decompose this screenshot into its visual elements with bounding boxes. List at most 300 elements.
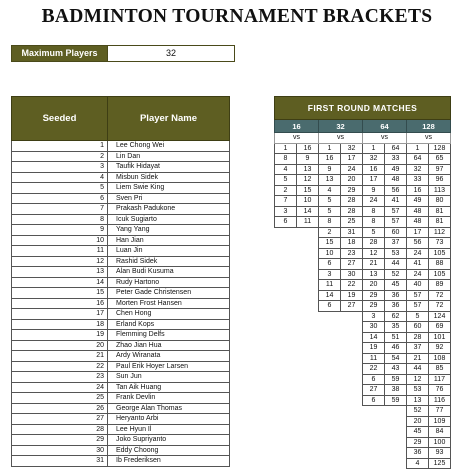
empty-cell	[363, 437, 385, 448]
player-name[interactable]: Taufik Hidayat	[108, 162, 230, 173]
match-seed: 3	[275, 206, 297, 217]
empty-cell	[319, 416, 341, 427]
empty-cell	[275, 227, 297, 238]
seed-number[interactable]: 14	[12, 277, 108, 288]
match-seed: 22	[341, 280, 363, 291]
match-seed: 27	[363, 385, 385, 396]
player-name[interactable]: Prakash Padukone	[108, 204, 230, 215]
empty-cell	[297, 301, 319, 312]
match-seed: 9	[297, 154, 319, 165]
match-seed: 20	[341, 175, 363, 186]
empty-cell	[319, 427, 341, 438]
match-seed: 48	[407, 206, 429, 217]
empty-cell	[319, 364, 341, 375]
player-name[interactable]: Sun Jun	[108, 372, 230, 383]
player-name[interactable]: Alan Budi Kusuma	[108, 267, 230, 278]
match-seed: 109	[429, 416, 451, 427]
seed-number[interactable]: 29	[12, 435, 108, 446]
table-row	[12, 246, 230, 257]
match-seed: 32	[407, 164, 429, 175]
table-row	[12, 214, 230, 225]
player-name[interactable]: Flemming Delfs	[108, 330, 230, 341]
player-name[interactable]: Joko Supriyanto	[108, 435, 230, 446]
match-row	[275, 374, 451, 385]
empty-cell	[297, 364, 319, 375]
match-seed: 72	[429, 290, 451, 301]
empty-cell	[275, 311, 297, 322]
match-seed: 9	[319, 164, 341, 175]
table-row	[12, 340, 230, 351]
table-row	[12, 309, 230, 320]
match-seed: 7	[275, 196, 297, 207]
match-seed: 80	[429, 196, 451, 207]
player-name[interactable]: Rudy Hartono	[108, 277, 230, 288]
match-seed: 6	[363, 395, 385, 406]
empty-cell	[275, 427, 297, 438]
match-seed: 36	[407, 448, 429, 459]
player-name[interactable]: Lee Hyun Il	[108, 424, 230, 435]
match-seed: 17	[407, 227, 429, 238]
empty-cell	[275, 248, 297, 259]
empty-cell	[297, 322, 319, 333]
match-seed: 73	[429, 238, 451, 249]
table-row	[12, 435, 230, 446]
empty-cell	[297, 311, 319, 322]
seed-number[interactable]: 9	[12, 225, 108, 236]
player-name[interactable]: Liem Swie King	[108, 183, 230, 194]
table-row	[12, 288, 230, 299]
match-seed: 37	[385, 238, 407, 249]
seed-number[interactable]: 17	[12, 309, 108, 320]
seed-number[interactable]: 26	[12, 403, 108, 414]
match-row	[275, 322, 451, 333]
match-seed: 5	[407, 311, 429, 322]
empty-cell	[363, 448, 385, 459]
match-seed: 9	[363, 185, 385, 196]
player-name[interactable]: Yang Yang	[108, 225, 230, 236]
match-row	[275, 259, 451, 270]
match-row	[275, 311, 451, 322]
match-seed: 93	[429, 448, 451, 459]
table-row	[12, 277, 230, 288]
empty-cell	[275, 238, 297, 249]
match-seed: 96	[429, 175, 451, 186]
match-row	[275, 217, 451, 228]
empty-cell	[297, 437, 319, 448]
empty-cell	[275, 301, 297, 312]
empty-cell	[341, 343, 363, 354]
match-seed: 19	[363, 343, 385, 354]
empty-cell	[319, 322, 341, 333]
match-seed: 45	[385, 280, 407, 291]
player-name[interactable]: Zhao Jian Hua	[108, 340, 230, 351]
seed-number[interactable]: 2	[12, 151, 108, 162]
seed-number[interactable]: 7	[12, 204, 108, 215]
empty-cell	[385, 416, 407, 427]
first-round-matches-table	[274, 96, 451, 469]
empty-cell	[275, 448, 297, 459]
match-seed: 23	[341, 248, 363, 259]
match-seed: 113	[429, 185, 451, 196]
match-seed: 125	[429, 458, 451, 469]
seed-number[interactable]: 28	[12, 424, 108, 435]
empty-cell	[297, 343, 319, 354]
match-seed: 35	[385, 322, 407, 333]
empty-cell	[341, 437, 363, 448]
seed-number[interactable]: 4	[12, 172, 108, 183]
match-row	[275, 185, 451, 196]
vs-label: vs	[363, 133, 407, 144]
empty-cell	[341, 395, 363, 406]
match-seed: 16	[297, 143, 319, 154]
empty-cell	[341, 458, 363, 469]
player-name[interactable]: Lee Chong Wei	[108, 141, 230, 152]
maximum-players-label: Maximum Players	[12, 46, 108, 61]
table-row	[12, 183, 230, 194]
seed-number[interactable]: 6	[12, 193, 108, 204]
empty-cell	[297, 385, 319, 396]
match-row	[275, 385, 451, 396]
seed-number[interactable]: 19	[12, 330, 108, 341]
match-seed: 116	[429, 395, 451, 406]
match-seed: 57	[407, 290, 429, 301]
table-row	[12, 256, 230, 267]
match-seed: 19	[341, 290, 363, 301]
table-row	[12, 445, 230, 456]
match-seed: 48	[385, 175, 407, 186]
match-seed: 17	[341, 154, 363, 165]
match-seed: 21	[363, 259, 385, 270]
empty-cell	[341, 385, 363, 396]
player-name[interactable]: Sven Pri	[108, 193, 230, 204]
match-row	[275, 227, 451, 238]
empty-cell	[297, 353, 319, 364]
player-name[interactable]: Chen Hong	[108, 309, 230, 320]
player-name[interactable]: Peter Gade Christensen	[108, 288, 230, 299]
match-seed: 51	[385, 332, 407, 343]
match-seed: 25	[341, 217, 363, 228]
match-seed: 29	[407, 437, 429, 448]
match-seed: 108	[429, 353, 451, 364]
match-seed: 36	[385, 301, 407, 312]
table-row	[12, 235, 230, 246]
player-name[interactable]: Paul Erik Hoyer Larsen	[108, 361, 230, 372]
empty-cell	[275, 364, 297, 375]
match-seed: 29	[341, 185, 363, 196]
match-seed: 1	[407, 143, 429, 154]
match-seed: 112	[429, 227, 451, 238]
match-seed: 30	[363, 322, 385, 333]
match-seed: 5	[275, 175, 297, 186]
match-seed: 43	[385, 364, 407, 375]
match-row	[275, 427, 451, 438]
match-seed: 2	[275, 185, 297, 196]
match-row	[275, 332, 451, 343]
table-row	[12, 424, 230, 435]
bracket-size-64: 64	[363, 120, 407, 133]
player-name[interactable]: Eddy Choong	[108, 445, 230, 456]
match-seed: 29	[363, 301, 385, 312]
empty-cell	[385, 448, 407, 459]
match-row	[275, 238, 451, 249]
player-name[interactable]: Morten Frost Hansen	[108, 298, 230, 309]
empty-cell	[341, 406, 363, 417]
match-seed: 40	[407, 280, 429, 291]
match-seed: 28	[407, 332, 429, 343]
match-row	[275, 175, 451, 186]
seed-number[interactable]: 3	[12, 162, 108, 173]
empty-cell	[275, 290, 297, 301]
table-row	[12, 372, 230, 383]
match-seed: 8	[363, 217, 385, 228]
match-seed: 30	[341, 269, 363, 280]
players-table-body	[12, 141, 230, 467]
table-row	[12, 151, 230, 162]
match-seed: 27	[341, 301, 363, 312]
match-seed: 20	[407, 416, 429, 427]
player-name[interactable]: Frank Devlin	[108, 393, 230, 404]
seed-number[interactable]: 10	[12, 235, 108, 246]
match-seed: 49	[407, 196, 429, 207]
match-seed: 52	[407, 406, 429, 417]
empty-cell	[385, 437, 407, 448]
match-seed: 62	[385, 311, 407, 322]
player-name[interactable]: Han Jian	[108, 235, 230, 246]
match-seed: 11	[297, 217, 319, 228]
match-row	[275, 353, 451, 364]
match-row	[275, 458, 451, 469]
table-row	[12, 393, 230, 404]
table-row	[12, 414, 230, 425]
match-row	[275, 290, 451, 301]
empty-cell	[385, 427, 407, 438]
match-seed: 6	[275, 217, 297, 228]
player-name[interactable]: Erland Kops	[108, 319, 230, 330]
match-seed: 24	[407, 248, 429, 259]
empty-cell	[297, 374, 319, 385]
seed-number[interactable]: 11	[12, 246, 108, 257]
match-seed: 1	[363, 143, 385, 154]
matches-table-body	[275, 143, 451, 469]
match-seed: 13	[363, 269, 385, 280]
match-seed: 44	[407, 364, 429, 375]
seed-number[interactable]: 27	[12, 414, 108, 425]
empty-cell	[363, 458, 385, 469]
empty-cell	[319, 395, 341, 406]
match-seed: 11	[363, 353, 385, 364]
match-row	[275, 280, 451, 291]
match-seed: 77	[429, 406, 451, 417]
seed-number[interactable]: 31	[12, 456, 108, 467]
match-seed: 1	[275, 143, 297, 154]
match-seed: 46	[385, 343, 407, 354]
match-row	[275, 364, 451, 375]
empty-cell	[275, 353, 297, 364]
table-row	[12, 267, 230, 278]
match-seed: 36	[385, 290, 407, 301]
empty-cell	[363, 427, 385, 438]
table-row	[12, 382, 230, 393]
empty-cell	[275, 395, 297, 406]
match-seed: 64	[385, 143, 407, 154]
match-seed: 24	[341, 164, 363, 175]
empty-cell	[275, 280, 297, 291]
match-seed: 29	[363, 290, 385, 301]
seed-number[interactable]: 23	[12, 372, 108, 383]
empty-cell	[275, 374, 297, 385]
empty-cell	[275, 458, 297, 469]
match-seed: 13	[407, 395, 429, 406]
match-row	[275, 416, 451, 427]
empty-cell	[341, 374, 363, 385]
match-row	[275, 269, 451, 280]
match-row	[275, 343, 451, 354]
table-row	[12, 141, 230, 152]
empty-cell	[297, 280, 319, 291]
seed-number[interactable]: 24	[12, 382, 108, 393]
match-row	[275, 437, 451, 448]
player-name[interactable]: Luan Jin	[108, 246, 230, 257]
seed-number[interactable]: 1	[12, 141, 108, 152]
empty-cell	[275, 343, 297, 354]
match-seed: 12	[407, 374, 429, 385]
empty-cell	[297, 269, 319, 280]
match-seed: 101	[429, 332, 451, 343]
match-seed: 22	[363, 364, 385, 375]
empty-cell	[385, 458, 407, 469]
match-seed: 85	[429, 364, 451, 375]
seed-number[interactable]: 30	[12, 445, 108, 456]
match-seed: 31	[341, 227, 363, 238]
empty-cell	[341, 448, 363, 459]
match-seed: 14	[363, 332, 385, 343]
table-row	[12, 225, 230, 236]
empty-cell	[275, 437, 297, 448]
match-seed: 37	[407, 343, 429, 354]
player-name[interactable]: Icuk Sugiarto	[108, 214, 230, 225]
seed-number[interactable]: 13	[12, 267, 108, 278]
player-name[interactable]: Rashid Sidek	[108, 256, 230, 267]
match-seed: 88	[429, 259, 451, 270]
match-seed: 16	[319, 154, 341, 165]
seed-number[interactable]: 12	[12, 256, 108, 267]
seed-number[interactable]: 18	[12, 319, 108, 330]
empty-cell	[275, 259, 297, 270]
match-seed: 13	[297, 164, 319, 175]
match-seed: 38	[385, 385, 407, 396]
empty-cell	[341, 353, 363, 364]
player-name[interactable]: Lin Dan	[108, 151, 230, 162]
seed-number[interactable]: 20	[12, 340, 108, 351]
empty-cell	[319, 437, 341, 448]
table-row	[12, 456, 230, 467]
match-seed: 12	[297, 175, 319, 186]
table-row	[12, 319, 230, 330]
match-seed: 52	[385, 269, 407, 280]
match-seed: 16	[363, 164, 385, 175]
match-seed: 33	[385, 154, 407, 165]
match-seed: 53	[385, 248, 407, 259]
match-seed: 32	[341, 143, 363, 154]
player-name[interactable]: George Alan Thomas	[108, 403, 230, 414]
empty-cell	[341, 332, 363, 343]
empty-cell	[319, 448, 341, 459]
seed-number[interactable]: 21	[12, 351, 108, 362]
match-seed: 41	[385, 196, 407, 207]
table-row	[12, 204, 230, 215]
match-seed: 45	[407, 427, 429, 438]
match-row	[275, 154, 451, 165]
empty-cell	[341, 364, 363, 375]
match-seed: 117	[429, 374, 451, 385]
page-title: BADMINTON TOURNAMENT BRACKETS	[41, 6, 433, 27]
match-seed: 81	[429, 206, 451, 217]
player-name[interactable]: Misbun Sidek	[108, 172, 230, 183]
seed-number[interactable]: 8	[12, 214, 108, 225]
match-seed: 16	[407, 185, 429, 196]
match-seed: 8	[319, 217, 341, 228]
seed-number[interactable]: 16	[12, 298, 108, 309]
match-seed: 49	[385, 164, 407, 175]
match-seed: 89	[429, 280, 451, 291]
match-seed: 5	[319, 206, 341, 217]
match-seed: 10	[319, 248, 341, 259]
match-seed: 6	[363, 374, 385, 385]
player-name[interactable]: Ardy Wiranata	[108, 351, 230, 362]
player-name-header: Player Name	[108, 97, 230, 141]
empty-cell	[341, 416, 363, 427]
match-seed: 4	[319, 185, 341, 196]
player-name[interactable]: Heryanto Arbi	[108, 414, 230, 425]
match-seed: 69	[429, 322, 451, 333]
match-seed: 14	[319, 290, 341, 301]
player-name[interactable]: Ib Frederiksen	[108, 456, 230, 467]
match-seed: 44	[385, 259, 407, 270]
empty-cell	[341, 311, 363, 322]
match-row	[275, 301, 451, 312]
match-row	[275, 395, 451, 406]
match-row	[275, 164, 451, 175]
maximum-players-value[interactable]: 32	[108, 46, 234, 61]
match-seed: 97	[429, 164, 451, 175]
match-seed: 15	[297, 185, 319, 196]
seed-number[interactable]: 25	[12, 393, 108, 404]
table-row	[12, 193, 230, 204]
match-seed: 60	[385, 227, 407, 238]
match-seed: 5	[363, 227, 385, 238]
table-row	[12, 361, 230, 372]
seed-number[interactable]: 15	[12, 288, 108, 299]
vs-label: vs	[275, 133, 319, 144]
match-row	[275, 196, 451, 207]
empty-cell	[297, 227, 319, 238]
empty-cell	[297, 332, 319, 343]
match-seed: 27	[341, 259, 363, 270]
empty-cell	[363, 406, 385, 417]
player-name[interactable]: Tan Aik Huang	[108, 382, 230, 393]
players-table	[11, 96, 230, 467]
empty-cell	[341, 322, 363, 333]
empty-cell	[297, 427, 319, 438]
match-seed: 33	[407, 175, 429, 186]
seed-number[interactable]: 22	[12, 361, 108, 372]
match-seed: 53	[407, 385, 429, 396]
seed-number[interactable]: 5	[12, 183, 108, 194]
match-seed: 105	[429, 269, 451, 280]
empty-cell	[297, 238, 319, 249]
match-seed: 28	[363, 238, 385, 249]
bracket-size-128: 128	[407, 120, 451, 133]
